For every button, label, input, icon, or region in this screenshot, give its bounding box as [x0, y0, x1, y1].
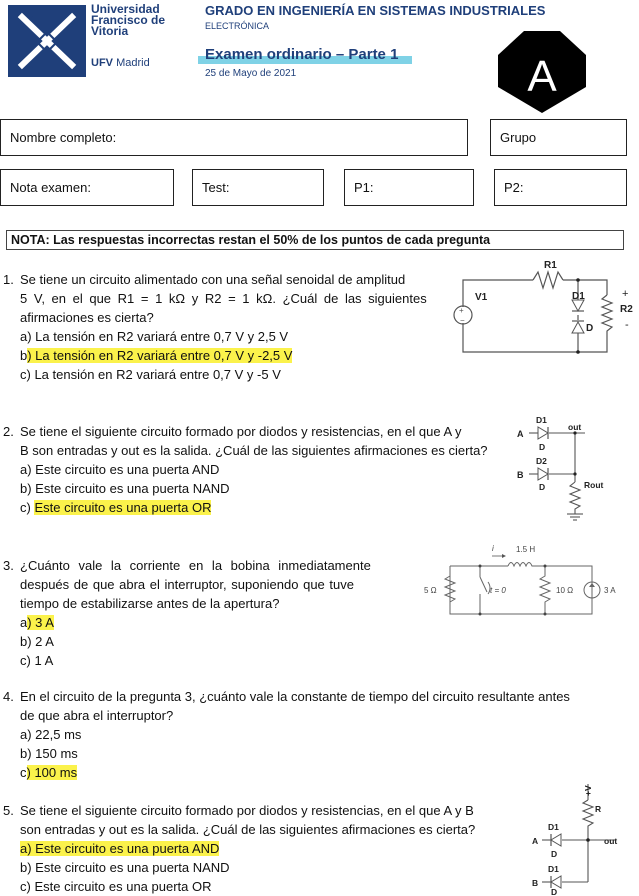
- r1-label: R1: [544, 260, 557, 271]
- option-text: 22,5 ms: [35, 727, 82, 742]
- option-text: 150 ms: [35, 746, 78, 761]
- answer-option-b[interactable]: [20, 479, 520, 498]
- q3-circuit-diagram: [420, 542, 630, 620]
- question-text-line: tiempo de estabilizarse antes de la apertura?: [20, 596, 280, 611]
- question-text-line: de que abra el interruptor?: [20, 708, 174, 723]
- option-prefix: a): [20, 462, 36, 477]
- option-text: Este circuito es una puerta AND: [35, 462, 220, 477]
- question-text-line: Se tiene un circuito alimentado con una señal senoidal de amplitud: [20, 272, 406, 287]
- group-field[interactable]: [490, 119, 627, 156]
- question-number: 5.: [3, 803, 14, 818]
- answer-option-c[interactable]: [20, 651, 412, 670]
- answer-option-c[interactable]: [20, 877, 530, 896]
- madrid-label: Madrid: [116, 57, 150, 69]
- question-text-line: después de que abra el interruptor, suponiendo que tuve: [20, 577, 354, 592]
- exam-date: 25 de Mayo de 2021: [205, 68, 297, 79]
- answer-option-a[interactable]: [20, 613, 412, 632]
- p2-score-field[interactable]: [494, 169, 627, 206]
- question-4: [3, 687, 633, 787]
- question-text-line: afirmaciones es cierta?: [20, 310, 154, 325]
- question-text-line: Se tiene el siguiente circuito formado por diodos y resistencias, en el que A y: [20, 424, 462, 439]
- question-text-line: En el circuito de la pregunta 3, ¿cuánto vale la constante de tiempo del circuito resultante antes: [20, 689, 570, 704]
- option-text: 2 A: [35, 634, 54, 649]
- question-text-line: ¿Cuánto vale la corriente en la bobina inmediatamente: [20, 558, 371, 573]
- option-prefix: c): [20, 653, 35, 668]
- answer-option-b[interactable]: [20, 632, 412, 651]
- question-5: [3, 801, 523, 896]
- exam-grade-field[interactable]: [0, 169, 174, 206]
- d1-label: D1: [548, 822, 559, 832]
- input-b-label: B: [517, 470, 524, 480]
- current-i-label: i: [492, 544, 494, 553]
- q5-circuit-diagram: [528, 778, 628, 896]
- answer-option-a[interactable]: [20, 460, 520, 479]
- d-label: D: [551, 887, 558, 896]
- answer-option-a[interactable]: [20, 725, 632, 744]
- answer-option-b[interactable]: [20, 744, 632, 763]
- option-prefix: c: [20, 765, 27, 780]
- option-prefix: b): [20, 634, 36, 649]
- ufv-madrid-label: [91, 57, 150, 69]
- answer-option-c[interactable]: [20, 498, 520, 517]
- option-prefix: c): [20, 367, 35, 382]
- p1-score-field[interactable]: [344, 169, 474, 206]
- answer-option-a[interactable]: [20, 327, 438, 346]
- answer-option-b[interactable]: [20, 346, 438, 365]
- option-text: Este circuito es una puerta NAND: [35, 481, 230, 496]
- full-name-field[interactable]: [0, 119, 468, 156]
- version-letter: A: [527, 52, 557, 101]
- input-a-label: A: [532, 836, 539, 846]
- option-prefix: a): [20, 727, 36, 742]
- answer-option-b[interactable]: [20, 858, 530, 877]
- option-text-highlighted: ) 3 A: [27, 615, 54, 630]
- d-label: D: [551, 849, 558, 859]
- q2-circuit-diagram: [515, 412, 610, 527]
- option-prefix: a): [20, 329, 36, 344]
- p2-score-label: P2:: [504, 180, 524, 195]
- option-prefix: a: [20, 615, 28, 630]
- option-text: Este circuito es una puerta NAND: [35, 860, 230, 875]
- output-label: out: [604, 836, 618, 846]
- university-name-line-2: Francisco de: [91, 13, 166, 27]
- degree-title: GRADO EN INGENIERÍA EN SISTEMAS INDUSTRIALES: [205, 3, 546, 18]
- answer-option-c[interactable]: [20, 365, 438, 384]
- r10-label: 10 Ω: [556, 586, 574, 595]
- version-badge: [496, 29, 588, 115]
- q1-circuit-diagram: [448, 255, 636, 355]
- full-name-label: Nombre completo:: [10, 130, 117, 145]
- exam-title: Examen ordinario – Parte 1: [205, 46, 399, 63]
- question-number: 2.: [3, 424, 14, 439]
- option-text-highlighted: ) La tensión en R2 variará entre 0,7 V y -2,5 V: [27, 348, 293, 363]
- option-prefix: b): [20, 746, 36, 761]
- option-text: La tensión en R2 variará entre 0,7 V y -5 V: [34, 367, 281, 382]
- p1-score-label: P1:: [354, 180, 374, 195]
- question-text-line: Se tiene el siguiente circuito formado por diodos y resistencias, en el que A y B: [20, 803, 474, 818]
- question-text-line: son entradas y out es la salida. ¿Cuál de las siguientes afirmaciones es cierta?: [20, 822, 476, 837]
- inductor-label: 1.5 H: [516, 545, 536, 554]
- output-label: out: [568, 422, 582, 432]
- plus-label: +: [622, 288, 629, 300]
- d1-label: D1: [536, 415, 547, 425]
- source-plus-icon: +: [459, 306, 464, 315]
- option-text: Este circuito es una puerta OR: [34, 879, 212, 894]
- question-number: 3.: [3, 558, 14, 573]
- exam-title-block: [198, 47, 412, 63]
- switch-time-label: t = 0: [490, 586, 506, 595]
- option-text: La tensión en R2 variará entre 0,7 V y 2,5 V: [35, 329, 289, 344]
- university-name-line-1: Universidad: [91, 2, 160, 16]
- option-text-highlighted: a) Este circuito es una puerta AND: [20, 841, 220, 856]
- r5-label: 5 Ω: [424, 586, 437, 595]
- r-label: R: [595, 804, 602, 814]
- scoring-note: NOTA: Las respuestas incorrectas restan el 50% de los puntos de cada pregunta: [6, 230, 624, 250]
- vcc-label: +V: [583, 785, 593, 796]
- question-2: [3, 422, 513, 522]
- option-text: 1 A: [34, 653, 54, 668]
- source-3a-label: 3 A: [604, 586, 616, 595]
- option-prefix: c): [20, 879, 35, 894]
- r2-label: R2: [620, 304, 633, 315]
- option-prefix: b): [20, 860, 36, 875]
- question-3: [3, 556, 413, 671]
- d-label: D: [539, 482, 546, 492]
- option-text-highlighted: ) 100 ms: [26, 765, 78, 780]
- question-number: 4.: [3, 689, 14, 704]
- question-number: 1.: [3, 272, 14, 287]
- option-text-highlighted: Este circuito es una puerta OR: [34, 500, 212, 515]
- question-text-line: B son entradas y out es la salida. ¿Cuál de las siguientes afirmaciones es cierta?: [20, 443, 488, 458]
- d-label: D: [586, 323, 594, 334]
- input-a-label: A: [517, 429, 524, 439]
- d2-label: D2: [536, 456, 547, 466]
- ufv-logo-icon: [8, 5, 86, 77]
- option-prefix: c): [20, 500, 35, 515]
- question-text-line: 5 V, en el que R1 = 1 kΩ y R2 = 1 kΩ. ¿Cuál de las siguientes: [20, 291, 427, 306]
- subject-name: ELECTRÓNICA: [205, 21, 270, 31]
- exam-grade-label: Nota examen:: [10, 180, 91, 195]
- question-1: [3, 270, 443, 390]
- ufv-label: UFV: [91, 57, 113, 69]
- input-b-label: B: [532, 878, 539, 888]
- rout-label: Rout: [584, 480, 604, 490]
- option-prefix: b): [20, 481, 36, 496]
- d1-label: D1: [572, 291, 585, 302]
- d1-label: D1: [548, 864, 559, 874]
- test-score-label: Test:: [202, 180, 230, 195]
- test-score-field[interactable]: [192, 169, 324, 206]
- option-prefix: b: [20, 348, 28, 363]
- minus-label: -: [625, 319, 629, 331]
- v1-label: V1: [475, 292, 488, 303]
- group-label: Grupo: [500, 130, 537, 145]
- answer-option-a[interactable]: [20, 839, 530, 858]
- source-minus-icon: −: [460, 316, 465, 325]
- d-label: D: [539, 442, 546, 452]
- university-name-line-3: Vitoria: [91, 24, 129, 38]
